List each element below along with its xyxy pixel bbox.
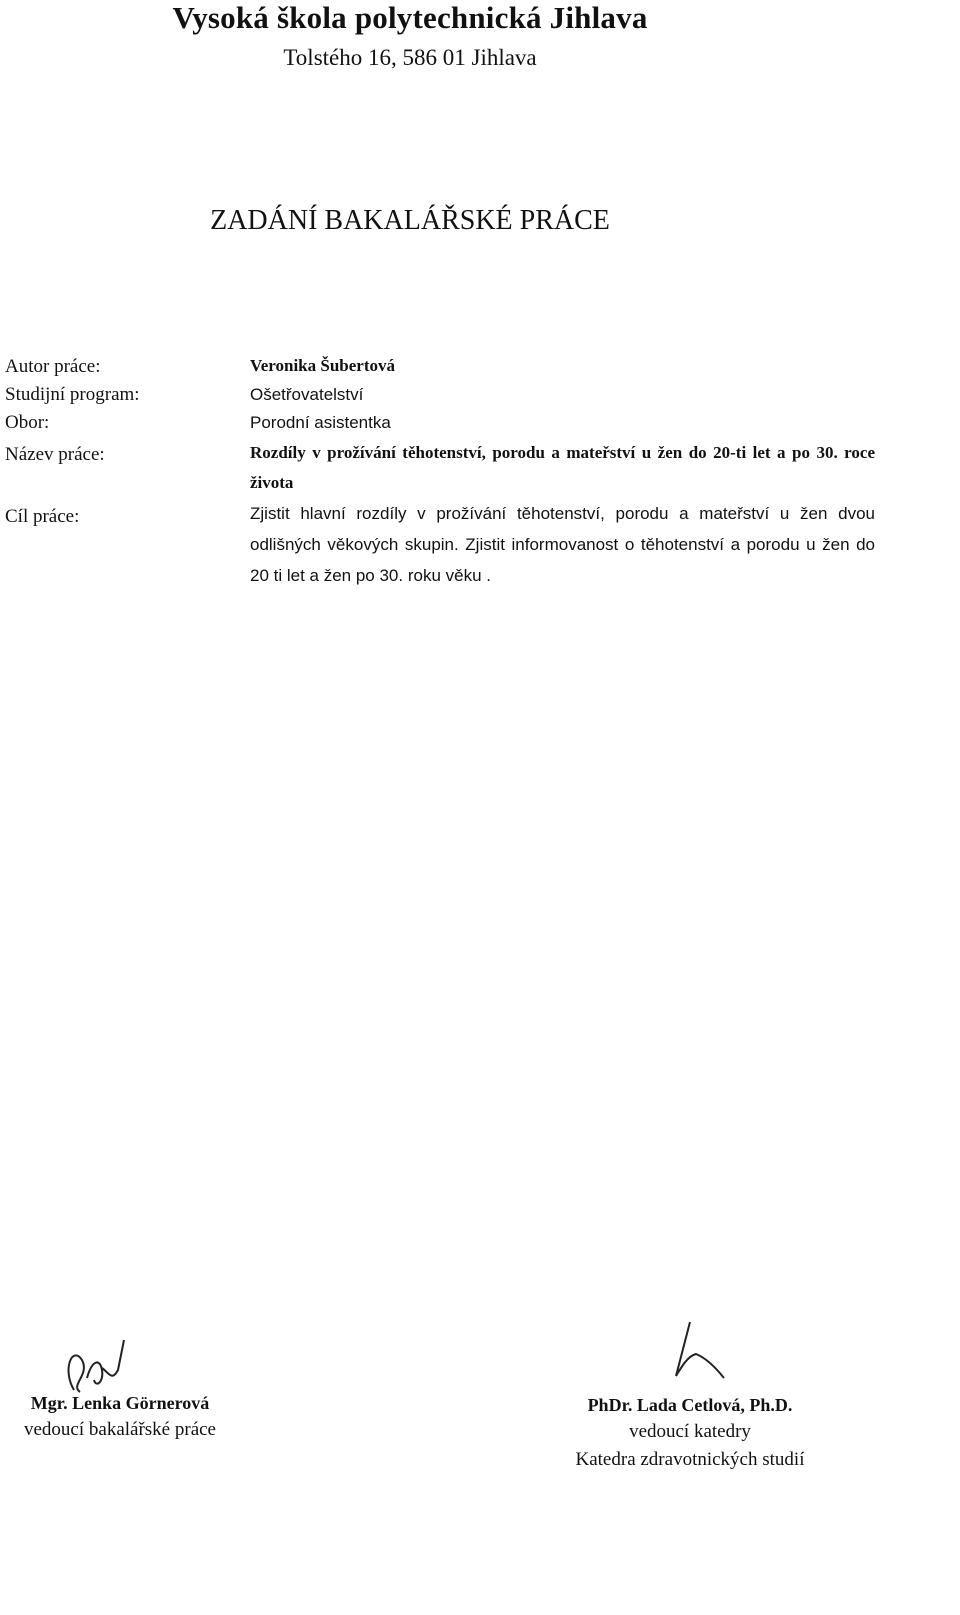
head-department: Katedra zdravotnických studií — [575, 1449, 805, 1470]
head-signature-block — [545, 1392, 835, 1474]
goal-label: Cíl práce: — [5, 506, 80, 527]
program-label: Studijní program: — [5, 384, 140, 405]
program-value: Ošetřovatelství — [250, 385, 364, 404]
head-name: PhDr. Lada Cetlová, Ph.D. — [587, 1395, 793, 1415]
school-name: Vysoká škola polytechnická Jihlava — [172, 0, 648, 35]
goal-value: Zjistit hlavní rozdíly v prožívání těhotenství, porodu a mateřství u žen dvou odlišných věkových skupin. Zjistit informovanost o těhotenství a porodu u žen do 20 ti let a žen po 30. roku věku . — [250, 504, 875, 585]
head-signature — [662, 1318, 732, 1388]
supervisor-name: Mgr. Lenka Görnerová — [30, 1393, 210, 1413]
field-label: Obor: — [5, 412, 50, 433]
head-role: vedoucí katedry — [629, 1421, 751, 1442]
thesis-title-label: Název práce: — [5, 444, 105, 465]
thesis-title-value: Rozdíly v prožívání těhotenství, porodu a mateřství u žen do 20-ti let a po 30. roce života — [250, 443, 875, 492]
supervisor-signature-block — [0, 1390, 240, 1444]
author-value: Veronika Šubertová — [250, 356, 395, 375]
document-title: ZADÁNÍ BAKALÁŘSKÉ PRÁCE — [210, 205, 610, 236]
author-label: Autor práce: — [5, 356, 101, 377]
supervisor-role: vedoucí bakalářské práce — [23, 1419, 216, 1440]
school-address: Tolstého 16, 586 01 Jihlava — [283, 45, 537, 70]
field-value: Porodní asistentka — [250, 413, 391, 432]
